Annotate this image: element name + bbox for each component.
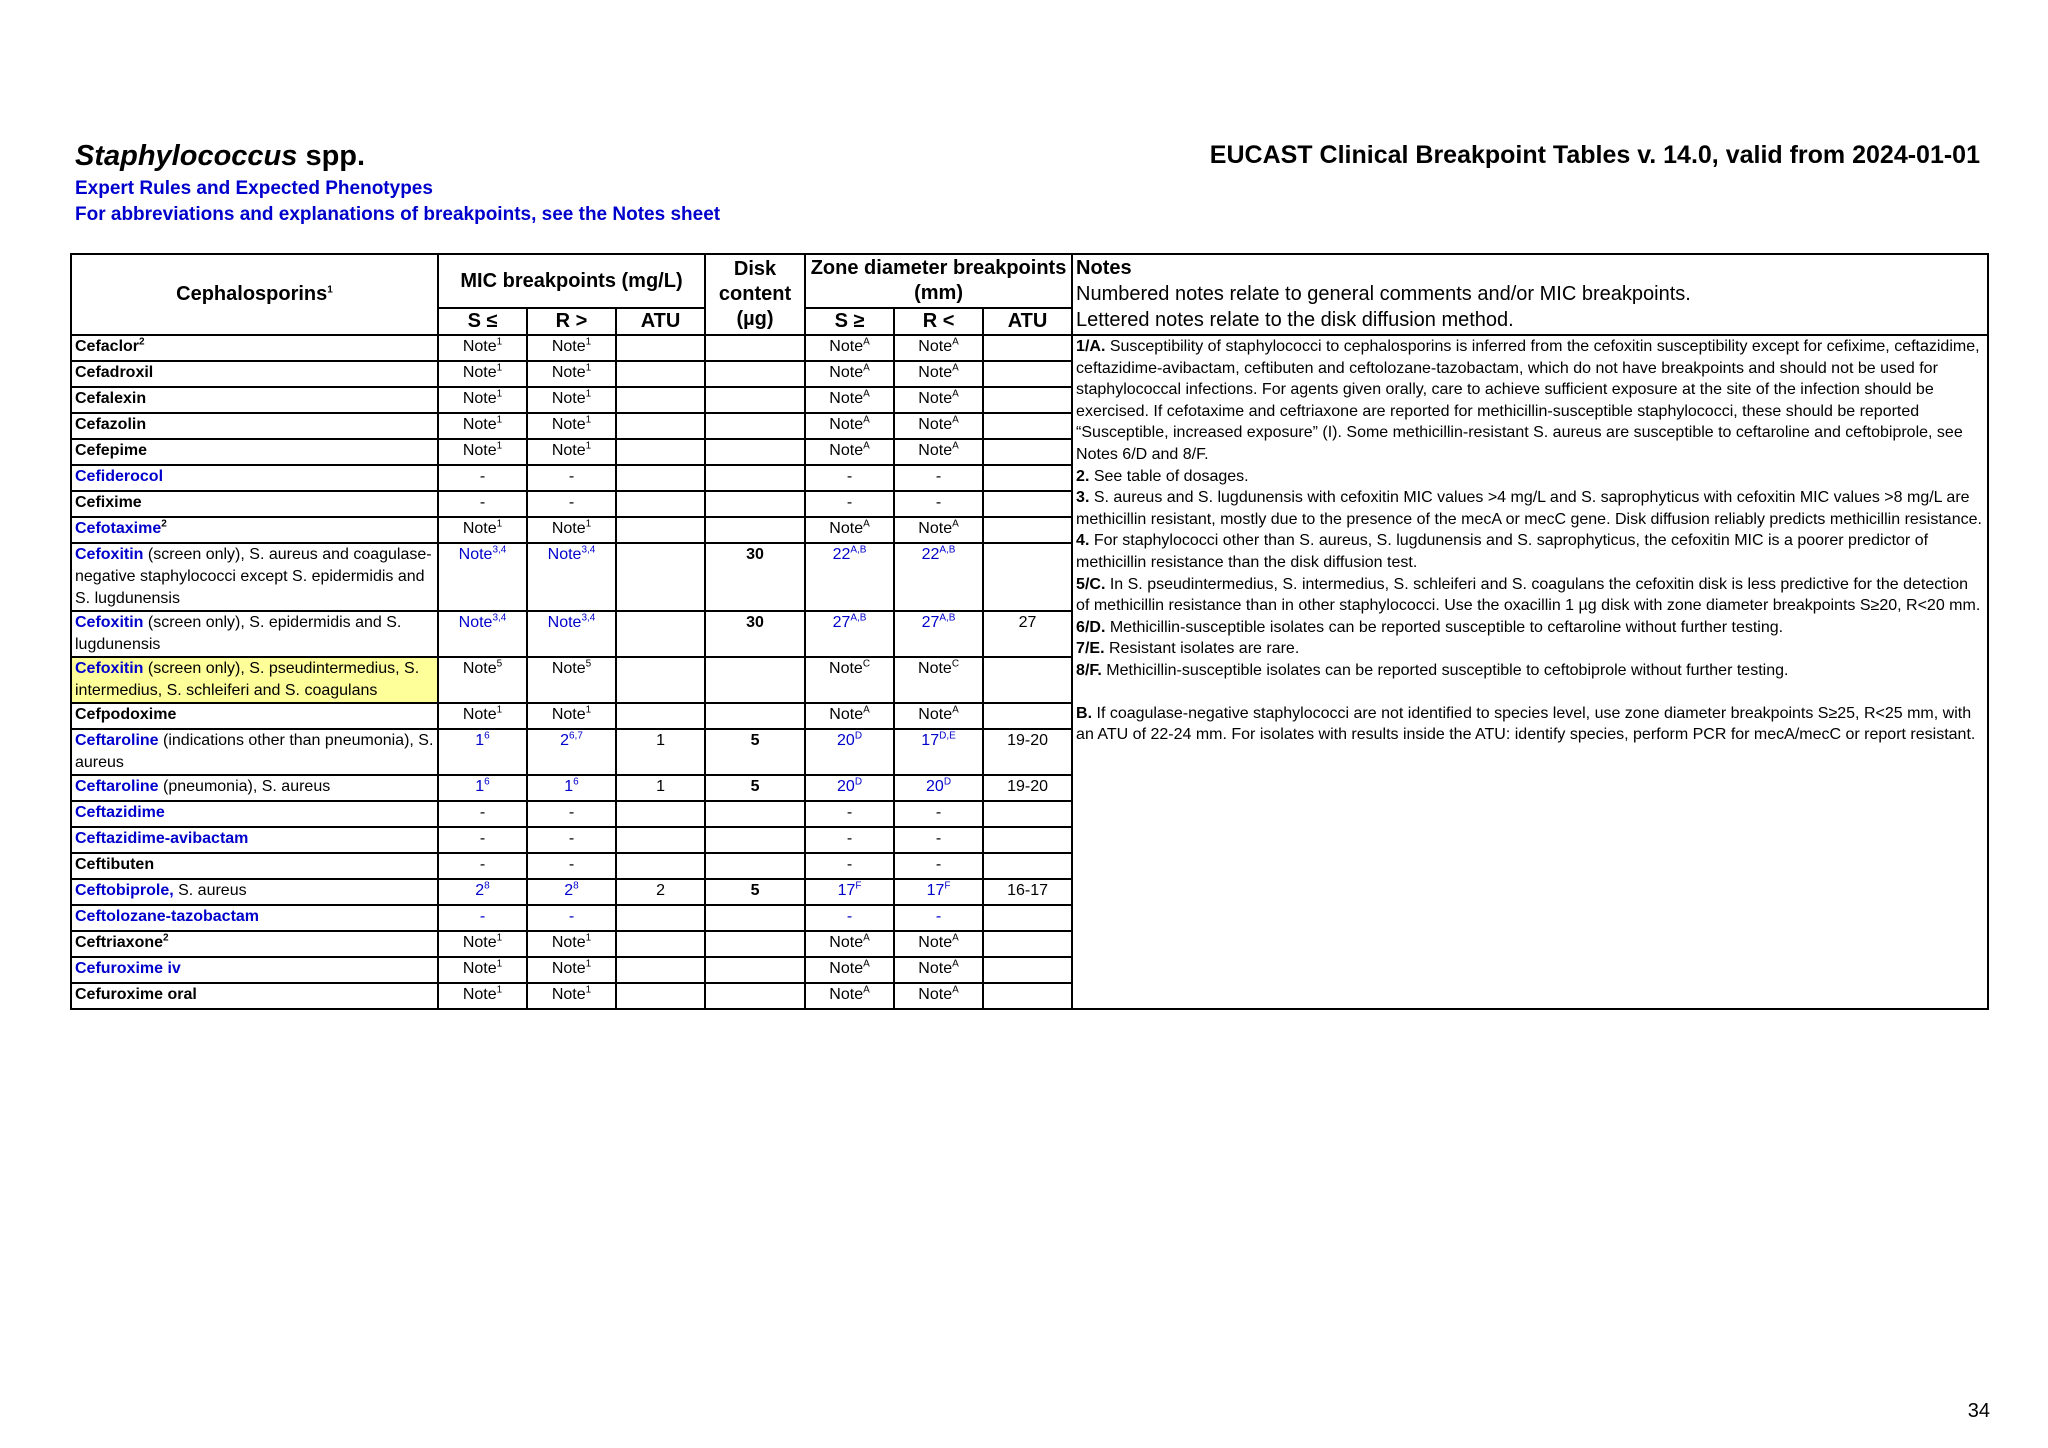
mic-r-cell: $2^8$ <box>527 879 616 905</box>
organism-genus: Staphylococcus <box>75 140 298 172</box>
mic-r-cell: Note$^1$ <box>527 703 616 729</box>
notes-lettered-explanation: Lettered notes relate to the disk diffusion method. <box>1076 309 1514 331</box>
zone-r-cell: - <box>894 827 983 853</box>
disk-content-cell <box>705 335 805 361</box>
agent-name-cell: Ceftolozane-tazobactam <box>71 905 438 931</box>
agent-name-cell: Cefiderocol <box>71 465 438 491</box>
mic-r-cell: Note$^1$ <box>527 335 616 361</box>
zone-atu-cell <box>983 335 1072 361</box>
disk-content-cell <box>705 827 805 853</box>
zone-s-cell: $20^D$ <box>805 775 894 801</box>
zone-r-cell: Note$^A$ <box>894 361 983 387</box>
disk-content-cell: 30 <box>705 543 805 611</box>
zone-atu-cell: 27 <box>983 611 1072 657</box>
zone-s-cell: $20^D$ <box>805 729 894 775</box>
mic-atu-cell: 2 <box>616 879 705 905</box>
mic-atu-cell <box>616 983 705 1009</box>
zone-s-cell: $27^{A,B}$ <box>805 611 894 657</box>
agent-name-cell: Cefixime <box>71 491 438 517</box>
mic-s-cell: $2^8$ <box>438 879 527 905</box>
zone-atu-cell <box>983 517 1072 543</box>
zone-s-cell: - <box>805 827 894 853</box>
zone-s-cell: Note$^A$ <box>805 439 894 465</box>
agents-column-header: Cephalosporins$^1$ <box>71 254 438 335</box>
zone-s-cell: Note$^A$ <box>805 931 894 957</box>
zone-r-cell: Note$^A$ <box>894 335 983 361</box>
disk-content-cell <box>705 801 805 827</box>
zone-r-cell: Note$^A$ <box>894 413 983 439</box>
agent-name-cell: Cefoxitin (screen only), S. pseudintermedius, S. intermedius, S. schleiferi and S. coagulans <box>71 657 438 703</box>
mic-s-cell: Note$^1$ <box>438 335 527 361</box>
zone-atu-cell <box>983 827 1072 853</box>
zone-r-cell: - <box>894 853 983 879</box>
mic-atu-cell <box>616 491 705 517</box>
zone-s-cell: - <box>805 801 894 827</box>
breakpoint-table <box>70 253 1989 1010</box>
note-item: 1/A. Susceptibility of staphylococci to cephalosporins is inferred from the cefoxitin susceptibility except for cefixime, ceftazidime, ceftazidime-avibactam, ceftibuten and ceftolozane-tazobactam, which do not have breakpoints and should not be used for staphylococcal infections. For agents given orally, care to achieve sufficient exposure at the site of the infection should be exercised. If cefotaxime and ceftriaxone are reported for methicillin-susceptible staphylococci, these should be reported “Susceptible, increased exposure” (I). Some methicillin-resistant S. aureus are susceptible to ceftaroline and ceftobiprole, see Notes 6/D and 8/F. <box>1076 338 1980 463</box>
expert-rules-link[interactable]: Expert Rules and Expected Phenotypes <box>75 178 433 199</box>
notes-sheet-link[interactable]: For abbreviations and explanations of breakpoints, see the Notes sheet <box>75 204 721 225</box>
zone-r-cell: Note$^A$ <box>894 439 983 465</box>
zone-diameter-header: Zone diameter breakpoints (mm) <box>805 254 1072 308</box>
mic-atu-cell <box>616 413 705 439</box>
notes-header <box>1072 254 1988 335</box>
zone-s-cell: $17^F$ <box>805 879 894 905</box>
disk-content-cell <box>705 361 805 387</box>
mic-r-cell: $1^6$ <box>527 775 616 801</box>
mic-atu-cell <box>616 439 705 465</box>
mic-s-header: S ≤ <box>438 308 527 335</box>
mic-r-cell: Note$^1$ <box>527 361 616 387</box>
zone-r-cell: Note$^C$ <box>894 657 983 703</box>
zone-atu-cell <box>983 905 1072 931</box>
zone-atu-cell <box>983 543 1072 611</box>
zone-s-header: S ≥ <box>805 308 894 335</box>
disk-content-cell <box>705 465 805 491</box>
mic-s-cell: Note$^1$ <box>438 387 527 413</box>
zone-atu-cell <box>983 801 1072 827</box>
zone-r-cell: - <box>894 491 983 517</box>
mic-s-cell: - <box>438 827 527 853</box>
mic-r-cell: Note$^1$ <box>527 957 616 983</box>
disk-content-cell: 5 <box>705 729 805 775</box>
disk-content-cell <box>705 413 805 439</box>
mic-s-cell: Note$^{3,4}$ <box>438 611 527 657</box>
mic-s-cell: - <box>438 905 527 931</box>
mic-r-cell: Note$^{3,4}$ <box>527 611 616 657</box>
agent-name-cell: Ceftaroline (pneumonia), S. aureus <box>71 775 438 801</box>
note-item: 7/E. Resistant isolates are rare. <box>1076 640 1300 658</box>
notes-cell <box>1072 335 1988 1009</box>
mic-r-cell: - <box>527 465 616 491</box>
mic-r-cell: Note$^1$ <box>527 439 616 465</box>
zone-s-cell: - <box>805 853 894 879</box>
agent-name-cell: Cefazolin <box>71 413 438 439</box>
zone-s-cell: Note$^A$ <box>805 413 894 439</box>
zone-r-cell: $20^D$ <box>894 775 983 801</box>
mic-s-cell: Note$^1$ <box>438 517 527 543</box>
mic-s-cell: Note$^1$ <box>438 983 527 1009</box>
zone-r-cell: Note$^A$ <box>894 957 983 983</box>
mic-r-cell: Note$^1$ <box>527 931 616 957</box>
notes-title: Notes <box>1076 257 1132 279</box>
mic-atu-cell <box>616 611 705 657</box>
zone-r-cell: - <box>894 465 983 491</box>
mic-r-cell: - <box>527 801 616 827</box>
zone-r-cell: - <box>894 801 983 827</box>
agent-name-cell: Cefuroxime oral <box>71 983 438 1009</box>
zone-atu-cell <box>983 465 1072 491</box>
mic-breakpoints-header: MIC breakpoints (mg/L) <box>438 254 705 308</box>
note-item: 4. For staphylococci other than S. aureus, S. lugdunensis and S. saprophyticus, the cefoxitin MIC is a poorer predictor of methicillin resistance than the disk diffusion test. <box>1076 532 1929 571</box>
mic-r-cell: - <box>527 491 616 517</box>
mic-r-cell: Note$^1$ <box>527 517 616 543</box>
note-item: 5/C. In S. pseudintermedius, S. intermedius, S. schleiferi and S. coagulans the cefoxitin disk is less predictive for the detection of methicillin resistance than in other staphylococci. Use the oxacillin 1 µg disk with zone diameter breakpoints S≥20, R<20 mm. <box>1076 575 1981 615</box>
zone-atu-cell <box>983 983 1072 1009</box>
disk-content-cell <box>705 853 805 879</box>
disk-content-cell <box>705 387 805 413</box>
zone-r-cell: Note$^A$ <box>894 931 983 957</box>
zone-s-cell: - <box>805 491 894 517</box>
zone-s-cell: Note$^A$ <box>805 517 894 543</box>
disk-content-cell <box>705 905 805 931</box>
organism-suffix: spp. <box>297 140 366 172</box>
mic-r-cell: Note$^1$ <box>527 983 616 1009</box>
zone-r-header: R < <box>894 308 983 335</box>
zone-atu-cell <box>983 491 1072 517</box>
mic-atu-cell <box>616 387 705 413</box>
zone-atu-cell <box>983 387 1072 413</box>
mic-atu-cell <box>616 905 705 931</box>
zone-atu-cell <box>983 413 1072 439</box>
disk-content-cell: 5 <box>705 879 805 905</box>
mic-atu-cell <box>616 361 705 387</box>
zone-atu-cell: 19-20 <box>983 775 1072 801</box>
zone-s-cell: - <box>805 465 894 491</box>
note-item: 3. S. aureus and S. lugdunensis with cefoxitin MIC values >4 mg/L and S. saprophyticus with cefoxitin MIC values >8 mg/L are methicillin resistant, mostly due to the presence of the mecA or mecC gene. Disk diffusion reliably predicts methicillin resistance. <box>1076 489 1982 528</box>
agent-name-cell: Ceftazidime-avibactam <box>71 827 438 853</box>
zone-s-cell: $22^{A,B}$ <box>805 543 894 611</box>
mic-s-cell: Note$^1$ <box>438 361 527 387</box>
agent-name-cell: Ceftaroline (indications other than pneumonia), S. aureus <box>71 729 438 775</box>
agent-name-cell: Cefpodoxime <box>71 703 438 729</box>
zone-s-cell: Note$^A$ <box>805 361 894 387</box>
mic-r-cell: - <box>527 853 616 879</box>
zone-r-cell: Note$^A$ <box>894 517 983 543</box>
mic-r-cell: - <box>527 827 616 853</box>
mic-s-cell: Note$^1$ <box>438 931 527 957</box>
mic-r-cell: 2$^{6,7}$ <box>527 729 616 775</box>
zone-s-cell: Note$^A$ <box>805 983 894 1009</box>
agent-name-cell: Cefotaxime$^2$ <box>71 517 438 543</box>
note-item: 8/F. Methicillin-susceptible isolates can be reported susceptible to ceftobiprole without further testing. <box>1076 661 1789 679</box>
zone-atu-cell <box>983 957 1072 983</box>
page-title <box>75 140 365 173</box>
mic-r-cell: - <box>527 905 616 931</box>
mic-r-header: R > <box>527 308 616 335</box>
mic-r-cell: Note$^1$ <box>527 387 616 413</box>
mic-s-cell: Note$^1$ <box>438 703 527 729</box>
disk-content-cell <box>705 957 805 983</box>
zone-s-cell: Note$^A$ <box>805 335 894 361</box>
zone-r-cell: $27^{A,B}$ <box>894 611 983 657</box>
table-version-title: EUCAST Clinical Breakpoint Tables v. 14.0, valid from 2024-01-01 <box>1209 141 1980 169</box>
mic-s-cell: Note$^5$ <box>438 657 527 703</box>
mic-atu-cell <box>616 957 705 983</box>
zone-r-cell: $22^{A,B}$ <box>894 543 983 611</box>
agent-name-cell: Cefoxitin (screen only), S. epidermidis and S. lugdunensis <box>71 611 438 657</box>
agent-name-cell: Ceftriaxone$^2$ <box>71 931 438 957</box>
zone-r-cell: $17^F$ <box>894 879 983 905</box>
zone-atu-cell <box>983 657 1072 703</box>
zone-atu-cell <box>983 361 1072 387</box>
mic-s-cell: Note$^1$ <box>438 439 527 465</box>
disk-content-cell <box>705 703 805 729</box>
zone-s-cell: Note$^A$ <box>805 703 894 729</box>
mic-atu-cell <box>616 657 705 703</box>
zone-r-cell: Note$^A$ <box>894 983 983 1009</box>
zone-atu-cell <box>983 853 1072 879</box>
zone-s-cell: Note$^A$ <box>805 387 894 413</box>
table-row <box>71 335 1988 361</box>
disk-content-cell <box>705 983 805 1009</box>
notes-numbered-explanation: Numbered notes relate to general comments and/or MIC breakpoints. <box>1076 283 1691 305</box>
zone-atu-cell <box>983 931 1072 957</box>
zone-s-cell: Note$^A$ <box>805 957 894 983</box>
zone-r-cell: Note$^A$ <box>894 703 983 729</box>
zone-atu-cell <box>983 439 1072 465</box>
mic-s-cell: $1^6$ <box>438 729 527 775</box>
agent-name-cell: Cefalexin <box>71 387 438 413</box>
mic-s-cell: Note$^1$ <box>438 957 527 983</box>
mic-s-cell: - <box>438 491 527 517</box>
mic-atu-cell <box>616 801 705 827</box>
mic-s-cell: $1^6$ <box>438 775 527 801</box>
disk-content-cell: 30 <box>705 611 805 657</box>
mic-r-cell: Note$^{3,4}$ <box>527 543 616 611</box>
disk-content-cell: 5 <box>705 775 805 801</box>
mic-atu-cell <box>616 335 705 361</box>
mic-atu-cell <box>616 517 705 543</box>
disk-content-cell <box>705 931 805 957</box>
mic-atu-cell: 1 <box>616 729 705 775</box>
mic-atu-cell <box>616 465 705 491</box>
mic-s-cell: Note$^{3,4}$ <box>438 543 527 611</box>
agent-name-cell: Cefepime <box>71 439 438 465</box>
agent-name-cell: Ceftazidime <box>71 801 438 827</box>
disk-content-header: Disk content (µg) <box>705 254 805 335</box>
note-item: B. If coagulase-negative staphylococci are not identified to species level, use zone diameter breakpoints S≥25, R<25 mm, with an ATU of 22-24 mm. For isolates with results inside the ATU: identify species, perform PCR for mecA/mecC or report resistant. <box>1076 704 1976 744</box>
mic-atu-cell <box>616 853 705 879</box>
disk-content-cell <box>705 657 805 703</box>
mic-s-cell: - <box>438 801 527 827</box>
zone-s-cell: - <box>805 905 894 931</box>
zone-atu-cell <box>983 703 1072 729</box>
agent-name-cell: Cefadroxil <box>71 361 438 387</box>
zone-r-cell: $17^{D,E}$ <box>894 729 983 775</box>
mic-atu-cell <box>616 703 705 729</box>
mic-s-cell: - <box>438 465 527 491</box>
disk-content-cell <box>705 439 805 465</box>
zone-s-cell: Note$^C$ <box>805 657 894 703</box>
zone-atu-cell: 16-17 <box>983 879 1072 905</box>
page-number: 34 <box>1967 1400 1990 1422</box>
agent-name-cell: Cefaclor$^2$ <box>71 335 438 361</box>
disk-content-cell <box>705 491 805 517</box>
agent-name-cell: Cefoxitin (screen only), S. aureus and coagulase-negative staphylococci except S. epidermidis and S. lugdunensis <box>71 543 438 611</box>
agent-name-cell: Ceftibuten <box>71 853 438 879</box>
disk-content-cell <box>705 517 805 543</box>
mic-s-cell: - <box>438 853 527 879</box>
mic-atu-cell <box>616 543 705 611</box>
mic-r-cell: Note$^5$ <box>527 657 616 703</box>
zone-r-cell: Note$^A$ <box>894 387 983 413</box>
zone-atu-header: ATU <box>983 308 1072 335</box>
agent-name-cell: Ceftobiprole, S. aureus <box>71 879 438 905</box>
mic-r-cell: Note$^1$ <box>527 413 616 439</box>
note-item: 6/D. Methicillin-susceptible isolates can be reported susceptible to ceftaroline without further testing. <box>1076 618 1784 636</box>
mic-atu-header: ATU <box>616 308 705 335</box>
note-item: 2. See table of dosages. <box>1076 467 1249 485</box>
agent-name-cell: Cefuroxime iv <box>71 957 438 983</box>
zone-atu-cell: 19-20 <box>983 729 1072 775</box>
zone-r-cell: - <box>894 905 983 931</box>
mic-atu-cell: 1 <box>616 775 705 801</box>
mic-atu-cell <box>616 827 705 853</box>
mic-s-cell: Note$^1$ <box>438 413 527 439</box>
mic-atu-cell <box>616 931 705 957</box>
